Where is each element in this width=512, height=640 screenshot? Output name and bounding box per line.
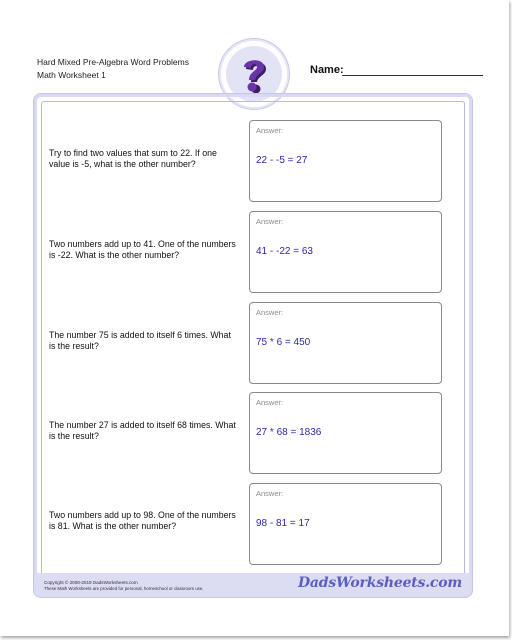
worksheet-subtitle: Math Worksheet 1 [37,70,106,80]
answer-label: Answer: [256,398,284,407]
question-1: Try to find two values that sum to 22. If one value is -5, what is the other number? [49,148,217,169]
question-2: Two numbers add up to 41. One of the numbers is -22. What is the other number? [49,239,236,260]
answer-box-3[interactable] [249,302,442,384]
question-3: The number 75 is added to itself 6 times. What is the result? [49,330,231,351]
answer-label: Answer: [256,217,284,226]
answer-box-2[interactable] [249,211,442,293]
answer-value: 41 - -22 = 63 [256,246,313,257]
name-field-line[interactable] [342,75,483,76]
answer-label: Answer: [256,126,284,135]
question-5: Two numbers add up to 98. One of the numbers is 81. What is the other number? [49,510,236,531]
brand-logo: DadsWorksheets.com [297,575,462,591]
footer-copyright: Copyright © 2008-2019 DadsWorksheets.com [44,580,138,585]
answer-box-1[interactable] [249,120,442,202]
question-4: The number 27 is added to itself 68 times. What is the result? [49,420,236,441]
question-mark-icon [238,55,270,95]
answer-value: 75 * 6 = 450 [256,337,311,348]
footer-note: These Math Worksheets are provided for personal, homeschool or classroom use. [44,586,204,591]
name-label: Name: [310,64,344,76]
answer-label: Answer: [256,308,284,317]
answer-box-5[interactable] [249,483,442,565]
answer-label: Answer: [256,489,284,498]
answer-box-4[interactable] [249,392,442,474]
footer-bar [36,573,470,595]
answer-value: 98 - 81 = 17 [256,518,310,529]
worksheet-title: Hard Mixed Pre-Algebra Word Problems [37,57,189,67]
answer-value: 22 - -5 = 27 [256,155,308,166]
answer-value: 27 * 68 = 1836 [256,427,322,438]
